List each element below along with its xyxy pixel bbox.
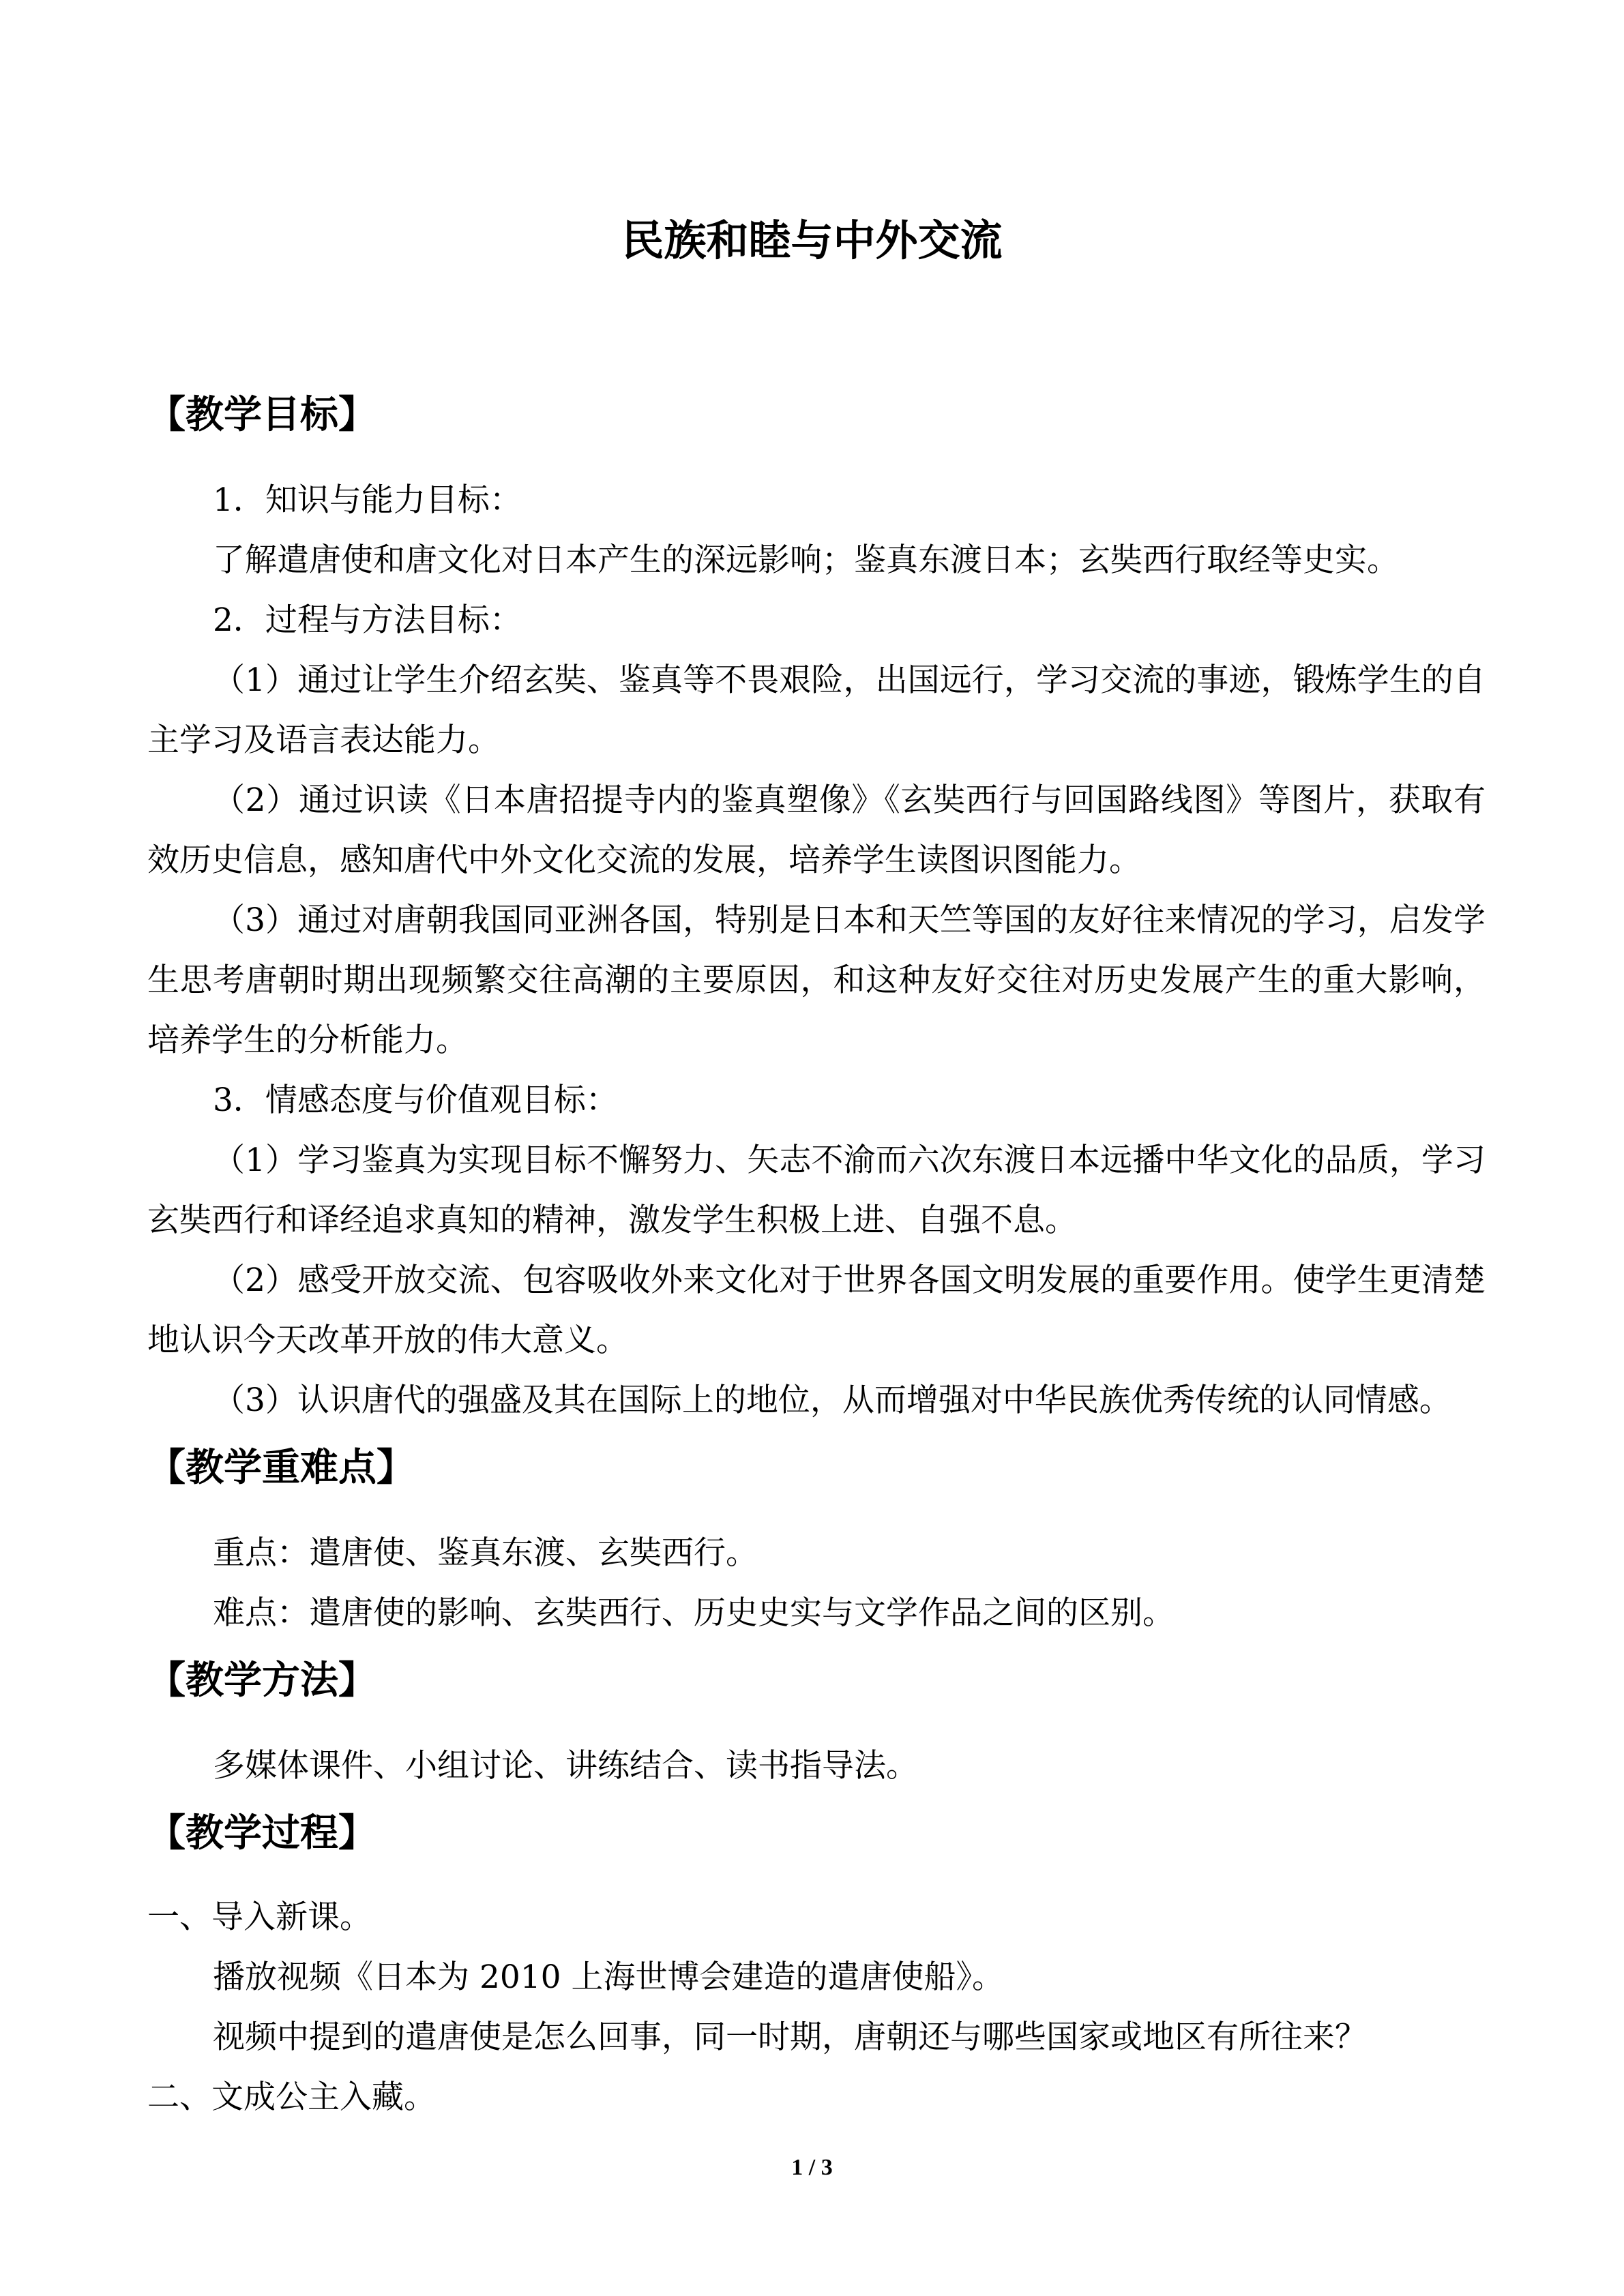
objective-2-item-3: （3）通过对唐朝我国同亚洲各国，特别是日本和天竺等国的友好往来情况的学习，启发学生思考唐朝时期出现频繁交往高潮的主要原因，和这种友好交往对历史发展产生的重大影响，培养学生的分析能力。 — [147, 901, 1486, 1059]
page-number: 1 / 3 — [791, 2155, 833, 2180]
process-step-1-question: 视频中提到的遣唐使是怎么回事，同一时期，唐朝还与哪些国家或地区有所往来？ — [213, 2018, 1367, 2056]
objective-3-title: 3．情感态度与价值观目标： — [213, 1082, 618, 1119]
process-step-1: 一、导入新课。 — [147, 1898, 372, 1936]
document-title: 民族和睦与中外交流 — [621, 215, 1003, 265]
objective-1-title: 1．知识与能力目标： — [213, 481, 522, 519]
objective-2-item-1: （1）通过让学生介绍玄奘、鉴真等不畏艰险，出国远行，学习交流的事迹，锻炼学生的自主学习及语言表达能力。 — [147, 661, 1486, 759]
objective-3-item-3: （3）认识唐代的强盛及其在国际上的地位，从而增强对中华民族优秀传统的认同情感。 — [213, 1382, 1451, 1419]
heading-key-points: 【教学重难点】 — [147, 1445, 415, 1490]
objective-3-item-1: （1）学习鉴真为实现目标不懈努力、矢志不渝而六次东渡日本远播中华文化的品质，学习玄奘西行和译经追求真知的精神，激发学生积极上进、自强不息。 — [147, 1142, 1486, 1239]
objective-3-item-2: （2）感受开放交流、包容吸收外来文化对于世界各国文明发展的重要作用。使学生更清楚地认识今天改革开放的伟大意义。 — [147, 1262, 1486, 1359]
difficult-point-text: 难点：遣唐使的影响、玄奘西行、历史史实与文学作品之间的区别。 — [213, 1594, 1175, 1632]
objective-1-text: 了解遣唐使和唐文化对日本产生的深远影响；鉴真东渡日本；玄奘西行取经等史实。 — [213, 541, 1399, 579]
heading-teaching-objectives: 【教学目标】 — [147, 392, 377, 437]
heading-teaching-methods: 【教学方法】 — [147, 1658, 377, 1703]
objective-2-title: 2．过程与方法目标： — [213, 601, 522, 639]
process-step-2: 二、文成公主入藏。 — [147, 2078, 436, 2116]
key-point-text: 重点：遣唐使、鉴真东渡、玄奘西行。 — [213, 1534, 758, 1572]
objective-2-item-2: （2）通过识读《日本唐招提寺内的鉴真塑像》《玄奘西行与回国路线图》等图片，获取有效历史信息，感知唐代中外文化交流的发展，培养学生读图识图能力。 — [147, 781, 1486, 879]
heading-teaching-process: 【教学过程】 — [147, 1810, 377, 1855]
methods-text: 多媒体课件、小组讨论、讲练结合、读书指导法。 — [213, 1747, 918, 1785]
process-step-1-video: 播放视频《日本为 2010 上海世博会建造的遣唐使船》。 — [213, 1958, 1004, 1996]
